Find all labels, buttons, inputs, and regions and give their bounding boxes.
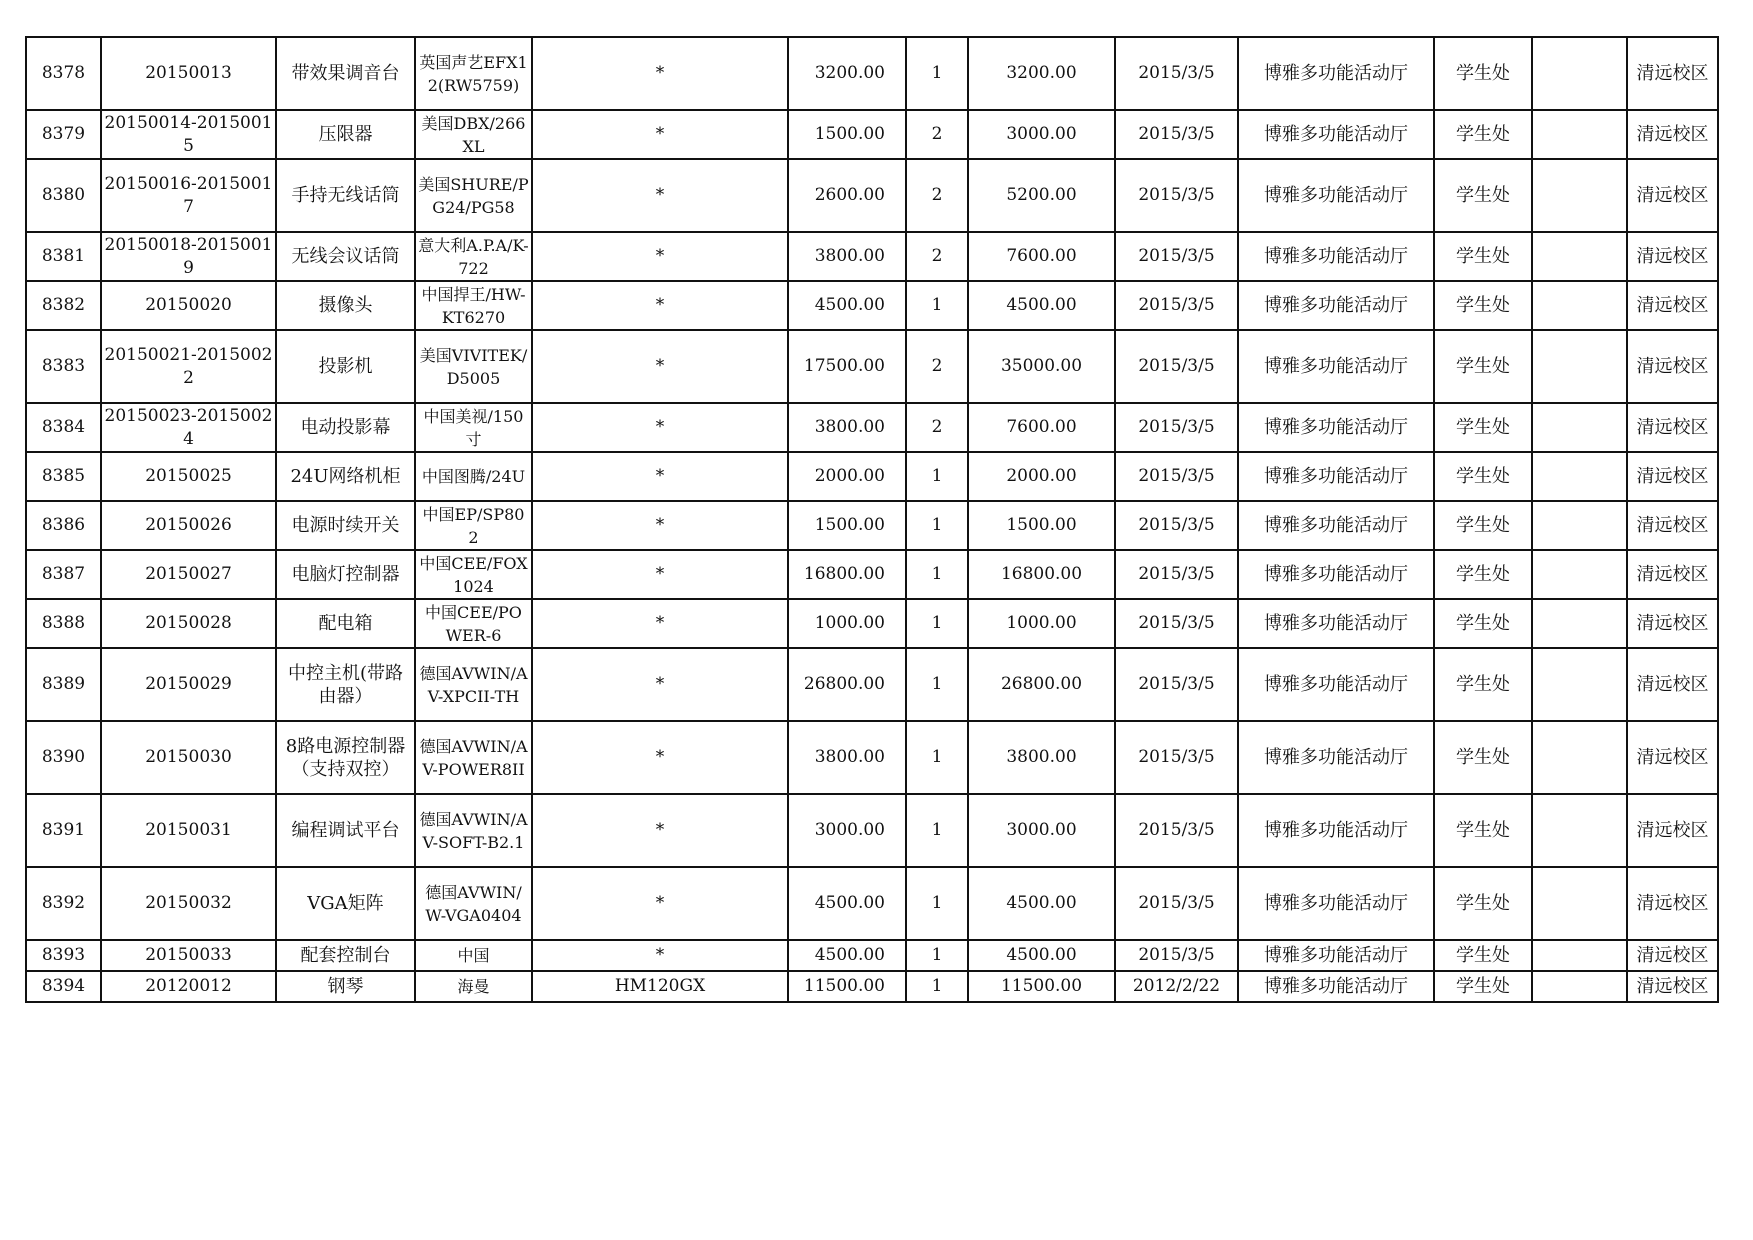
department-cell: 学生处 (1434, 648, 1532, 721)
department-cell: 学生处 (1434, 281, 1532, 330)
date-cell: 2015/3/5 (1115, 794, 1238, 867)
note-cell (1532, 37, 1627, 110)
brand-model-cell: 中国美视/150寸 (415, 403, 532, 452)
location-cell: 博雅多功能活动厅 (1238, 550, 1434, 599)
quantity-cell: 1 (906, 550, 968, 599)
spec-cell: * (532, 452, 788, 501)
note-cell (1532, 110, 1627, 159)
asset-table-body (26, 37, 1718, 1002)
quantity-cell: 2 (906, 403, 968, 452)
unit-price-cell: 3000.00 (788, 794, 906, 867)
location-cell: 博雅多功能活动厅 (1238, 403, 1434, 452)
seq-cell: 8386 (26, 501, 101, 550)
brand-model-cell: 海曼 (415, 971, 532, 1002)
location-cell: 博雅多功能活动厅 (1238, 37, 1434, 110)
table-row (26, 37, 1718, 110)
quantity-cell: 1 (906, 281, 968, 330)
amount-cell: 4500.00 (968, 281, 1115, 330)
amount-cell: 3200.00 (968, 37, 1115, 110)
location-cell: 博雅多功能活动厅 (1238, 648, 1434, 721)
campus-cell: 清远校区 (1627, 452, 1718, 501)
unit-price-cell: 3800.00 (788, 403, 906, 452)
table-row (26, 281, 1718, 330)
note-cell (1532, 794, 1627, 867)
table-row (26, 971, 1718, 1002)
note-cell (1532, 971, 1627, 1002)
amount-cell: 5200.00 (968, 159, 1115, 232)
location-cell: 博雅多功能活动厅 (1238, 971, 1434, 1002)
note-cell (1532, 159, 1627, 232)
note-cell (1532, 550, 1627, 599)
seq-cell: 8391 (26, 794, 101, 867)
item-name-cell: 配电箱 (276, 599, 415, 648)
date-cell: 2015/3/5 (1115, 159, 1238, 232)
amount-cell: 3000.00 (968, 110, 1115, 159)
seq-cell: 8389 (26, 648, 101, 721)
brand-model-cell: 德国AVWIN/AV-POWER8II (415, 721, 532, 794)
table-row (26, 403, 1718, 452)
brand-model-cell: 中国CEE/FOX1024 (415, 550, 532, 599)
spec-cell: * (532, 330, 788, 403)
location-cell: 博雅多功能活动厅 (1238, 599, 1434, 648)
spec-cell: * (532, 648, 788, 721)
location-cell: 博雅多功能活动厅 (1238, 110, 1434, 159)
seq-cell: 8378 (26, 37, 101, 110)
table-row (26, 550, 1718, 599)
department-cell: 学生处 (1434, 721, 1532, 794)
item-name-cell: 电源时续开关 (276, 501, 415, 550)
asset-number-cell: 20150028 (101, 599, 276, 648)
seq-cell: 8394 (26, 971, 101, 1002)
date-cell: 2015/3/5 (1115, 550, 1238, 599)
spec-cell: * (532, 599, 788, 648)
brand-model-cell: 中国捍王/HW-KT6270 (415, 281, 532, 330)
amount-cell: 26800.00 (968, 648, 1115, 721)
brand-model-cell: 美国SHURE/PG24/PG58 (415, 159, 532, 232)
quantity-cell: 1 (906, 599, 968, 648)
department-cell: 学生处 (1434, 159, 1532, 232)
asset-number-cell: 20150013 (101, 37, 276, 110)
amount-cell: 2000.00 (968, 452, 1115, 501)
brand-model-cell: 德国AVWIN/W-VGA0404 (415, 867, 532, 940)
department-cell: 学生处 (1434, 232, 1532, 281)
date-cell: 2015/3/5 (1115, 110, 1238, 159)
asset-number-cell: 20150030 (101, 721, 276, 794)
item-name-cell: 24U网络机柜 (276, 452, 415, 501)
item-name-cell: 压限器 (276, 110, 415, 159)
date-cell: 2015/3/5 (1115, 721, 1238, 794)
unit-price-cell: 4500.00 (788, 281, 906, 330)
spec-cell: * (532, 867, 788, 940)
note-cell (1532, 330, 1627, 403)
campus-cell: 清远校区 (1627, 232, 1718, 281)
campus-cell: 清远校区 (1627, 599, 1718, 648)
location-cell: 博雅多功能活动厅 (1238, 159, 1434, 232)
quantity-cell: 1 (906, 648, 968, 721)
brand-model-cell: 美国DBX/266XL (415, 110, 532, 159)
table-row (26, 330, 1718, 403)
asset-number-cell: 20150027 (101, 550, 276, 599)
note-cell (1532, 940, 1627, 971)
quantity-cell: 1 (906, 37, 968, 110)
department-cell: 学生处 (1434, 452, 1532, 501)
unit-price-cell: 1500.00 (788, 501, 906, 550)
note-cell (1532, 599, 1627, 648)
department-cell: 学生处 (1434, 501, 1532, 550)
department-cell: 学生处 (1434, 940, 1532, 971)
spec-cell: * (532, 37, 788, 110)
item-name-cell: 手持无线话筒 (276, 159, 415, 232)
amount-cell: 1500.00 (968, 501, 1115, 550)
campus-cell: 清远校区 (1627, 721, 1718, 794)
campus-cell: 清远校区 (1627, 159, 1718, 232)
item-name-cell: 投影机 (276, 330, 415, 403)
brand-model-cell: 意大利A.P.A/K-722 (415, 232, 532, 281)
asset-number-cell: 20150014-20150015 (101, 110, 276, 159)
quantity-cell: 2 (906, 110, 968, 159)
amount-cell: 7600.00 (968, 232, 1115, 281)
note-cell (1532, 403, 1627, 452)
asset-table (25, 36, 1719, 1003)
table-row (26, 940, 1718, 971)
seq-cell: 8388 (26, 599, 101, 648)
date-cell: 2015/3/5 (1115, 330, 1238, 403)
quantity-cell: 1 (906, 721, 968, 794)
brand-model-cell: 中国EP/SP802 (415, 501, 532, 550)
item-name-cell: VGA矩阵 (276, 867, 415, 940)
table-row (26, 648, 1718, 721)
date-cell: 2015/3/5 (1115, 281, 1238, 330)
spec-cell: * (532, 403, 788, 452)
unit-price-cell: 3800.00 (788, 232, 906, 281)
unit-price-cell: 2600.00 (788, 159, 906, 232)
spec-cell: * (532, 159, 788, 232)
department-cell: 学生处 (1434, 330, 1532, 403)
seq-cell: 8379 (26, 110, 101, 159)
date-cell: 2015/3/5 (1115, 37, 1238, 110)
spec-cell: * (532, 110, 788, 159)
note-cell (1532, 452, 1627, 501)
amount-cell: 3800.00 (968, 721, 1115, 794)
date-cell: 2015/3/5 (1115, 452, 1238, 501)
unit-price-cell: 1000.00 (788, 599, 906, 648)
asset-number-cell: 20150021-20150022 (101, 330, 276, 403)
asset-number-cell: 20150029 (101, 648, 276, 721)
unit-price-cell: 4500.00 (788, 867, 906, 940)
spec-cell: * (532, 721, 788, 794)
spec-cell: * (532, 550, 788, 599)
amount-cell: 4500.00 (968, 940, 1115, 971)
table-row (26, 599, 1718, 648)
campus-cell: 清远校区 (1627, 867, 1718, 940)
unit-price-cell: 3800.00 (788, 721, 906, 794)
asset-number-cell: 20150018-20150019 (101, 232, 276, 281)
asset-number-cell: 20120012 (101, 971, 276, 1002)
unit-price-cell: 17500.00 (788, 330, 906, 403)
seq-cell: 8393 (26, 940, 101, 971)
department-cell: 学生处 (1434, 794, 1532, 867)
unit-price-cell: 1500.00 (788, 110, 906, 159)
location-cell: 博雅多功能活动厅 (1238, 867, 1434, 940)
campus-cell: 清远校区 (1627, 794, 1718, 867)
note-cell (1532, 648, 1627, 721)
brand-model-cell: 中国CEE/POWER-6 (415, 599, 532, 648)
department-cell: 学生处 (1434, 599, 1532, 648)
amount-cell: 16800.00 (968, 550, 1115, 599)
asset-number-cell: 20150016-20150017 (101, 159, 276, 232)
seq-cell: 8383 (26, 330, 101, 403)
department-cell: 学生处 (1434, 867, 1532, 940)
spec-cell: * (532, 940, 788, 971)
brand-model-cell: 美国VIVITEK/D5005 (415, 330, 532, 403)
spec-cell: * (532, 232, 788, 281)
amount-cell: 11500.00 (968, 971, 1115, 1002)
location-cell: 博雅多功能活动厅 (1238, 281, 1434, 330)
unit-price-cell: 2000.00 (788, 452, 906, 501)
date-cell: 2012/2/22 (1115, 971, 1238, 1002)
spec-cell: * (532, 794, 788, 867)
campus-cell: 清远校区 (1627, 648, 1718, 721)
note-cell (1532, 867, 1627, 940)
campus-cell: 清远校区 (1627, 37, 1718, 110)
quantity-cell: 1 (906, 867, 968, 940)
item-name-cell: 钢琴 (276, 971, 415, 1002)
amount-cell: 7600.00 (968, 403, 1115, 452)
asset-number-cell: 20150020 (101, 281, 276, 330)
brand-model-cell: 中国图腾/24U (415, 452, 532, 501)
seq-cell: 8382 (26, 281, 101, 330)
quantity-cell: 2 (906, 159, 968, 232)
table-row (26, 159, 1718, 232)
date-cell: 2015/3/5 (1115, 232, 1238, 281)
item-name-cell: 编程调试平台 (276, 794, 415, 867)
note-cell (1532, 232, 1627, 281)
item-name-cell: 电脑灯控制器 (276, 550, 415, 599)
department-cell: 学生处 (1434, 971, 1532, 1002)
seq-cell: 8385 (26, 452, 101, 501)
table-row (26, 721, 1718, 794)
unit-price-cell: 3200.00 (788, 37, 906, 110)
asset-number-cell: 20150033 (101, 940, 276, 971)
item-name-cell: 中控主机(带路由器） (276, 648, 415, 721)
table-row (26, 501, 1718, 550)
table-row (26, 232, 1718, 281)
seq-cell: 8381 (26, 232, 101, 281)
table-row (26, 867, 1718, 940)
campus-cell: 清远校区 (1627, 403, 1718, 452)
quantity-cell: 1 (906, 452, 968, 501)
location-cell: 博雅多功能活动厅 (1238, 232, 1434, 281)
department-cell: 学生处 (1434, 37, 1532, 110)
amount-cell: 4500.00 (968, 867, 1115, 940)
unit-price-cell: 11500.00 (788, 971, 906, 1002)
item-name-cell: 摄像头 (276, 281, 415, 330)
note-cell (1532, 721, 1627, 794)
seq-cell: 8384 (26, 403, 101, 452)
quantity-cell: 1 (906, 501, 968, 550)
location-cell: 博雅多功能活动厅 (1238, 452, 1434, 501)
quantity-cell: 2 (906, 330, 968, 403)
date-cell: 2015/3/5 (1115, 648, 1238, 721)
table-row (26, 452, 1718, 501)
date-cell: 2015/3/5 (1115, 403, 1238, 452)
department-cell: 学生处 (1434, 550, 1532, 599)
asset-number-cell: 20150023-20150024 (101, 403, 276, 452)
campus-cell: 清远校区 (1627, 330, 1718, 403)
note-cell (1532, 501, 1627, 550)
seq-cell: 8390 (26, 721, 101, 794)
date-cell: 2015/3/5 (1115, 940, 1238, 971)
campus-cell: 清远校区 (1627, 501, 1718, 550)
table-row (26, 110, 1718, 159)
quantity-cell: 1 (906, 940, 968, 971)
campus-cell: 清远校区 (1627, 550, 1718, 599)
asset-number-cell: 20150025 (101, 452, 276, 501)
campus-cell: 清远校区 (1627, 281, 1718, 330)
brand-model-cell: 英国声艺EFX12(RW5759) (415, 37, 532, 110)
item-name-cell: 配套控制台 (276, 940, 415, 971)
quantity-cell: 1 (906, 794, 968, 867)
unit-price-cell: 16800.00 (788, 550, 906, 599)
unit-price-cell: 26800.00 (788, 648, 906, 721)
seq-cell: 8380 (26, 159, 101, 232)
department-cell: 学生处 (1434, 403, 1532, 452)
location-cell: 博雅多功能活动厅 (1238, 330, 1434, 403)
date-cell: 2015/3/5 (1115, 501, 1238, 550)
item-name-cell: 无线会议话筒 (276, 232, 415, 281)
location-cell: 博雅多功能活动厅 (1238, 721, 1434, 794)
location-cell: 博雅多功能活动厅 (1238, 940, 1434, 971)
item-name-cell: 8路电源控制器（支持双控） (276, 721, 415, 794)
brand-model-cell: 中国 (415, 940, 532, 971)
amount-cell: 35000.00 (968, 330, 1115, 403)
date-cell: 2015/3/5 (1115, 867, 1238, 940)
item-name-cell: 电动投影幕 (276, 403, 415, 452)
amount-cell: 1000.00 (968, 599, 1115, 648)
asset-number-cell: 20150026 (101, 501, 276, 550)
location-cell: 博雅多功能活动厅 (1238, 794, 1434, 867)
spec-cell: HM120GX (532, 971, 788, 1002)
asset-number-cell: 20150032 (101, 867, 276, 940)
campus-cell: 清远校区 (1627, 940, 1718, 971)
item-name-cell: 带效果调音台 (276, 37, 415, 110)
campus-cell: 清远校区 (1627, 971, 1718, 1002)
brand-model-cell: 德国AVWIN/AV-SOFT-B2.1 (415, 794, 532, 867)
note-cell (1532, 281, 1627, 330)
seq-cell: 8392 (26, 867, 101, 940)
brand-model-cell: 德国AVWIN/AV-XPCII-TH (415, 648, 532, 721)
campus-cell: 清远校区 (1627, 110, 1718, 159)
spec-cell: * (532, 281, 788, 330)
department-cell: 学生处 (1434, 110, 1532, 159)
quantity-cell: 1 (906, 971, 968, 1002)
spec-cell: * (532, 501, 788, 550)
seq-cell: 8387 (26, 550, 101, 599)
date-cell: 2015/3/5 (1115, 599, 1238, 648)
quantity-cell: 2 (906, 232, 968, 281)
unit-price-cell: 4500.00 (788, 940, 906, 971)
table-row (26, 794, 1718, 867)
asset-number-cell: 20150031 (101, 794, 276, 867)
amount-cell: 3000.00 (968, 794, 1115, 867)
location-cell: 博雅多功能活动厅 (1238, 501, 1434, 550)
